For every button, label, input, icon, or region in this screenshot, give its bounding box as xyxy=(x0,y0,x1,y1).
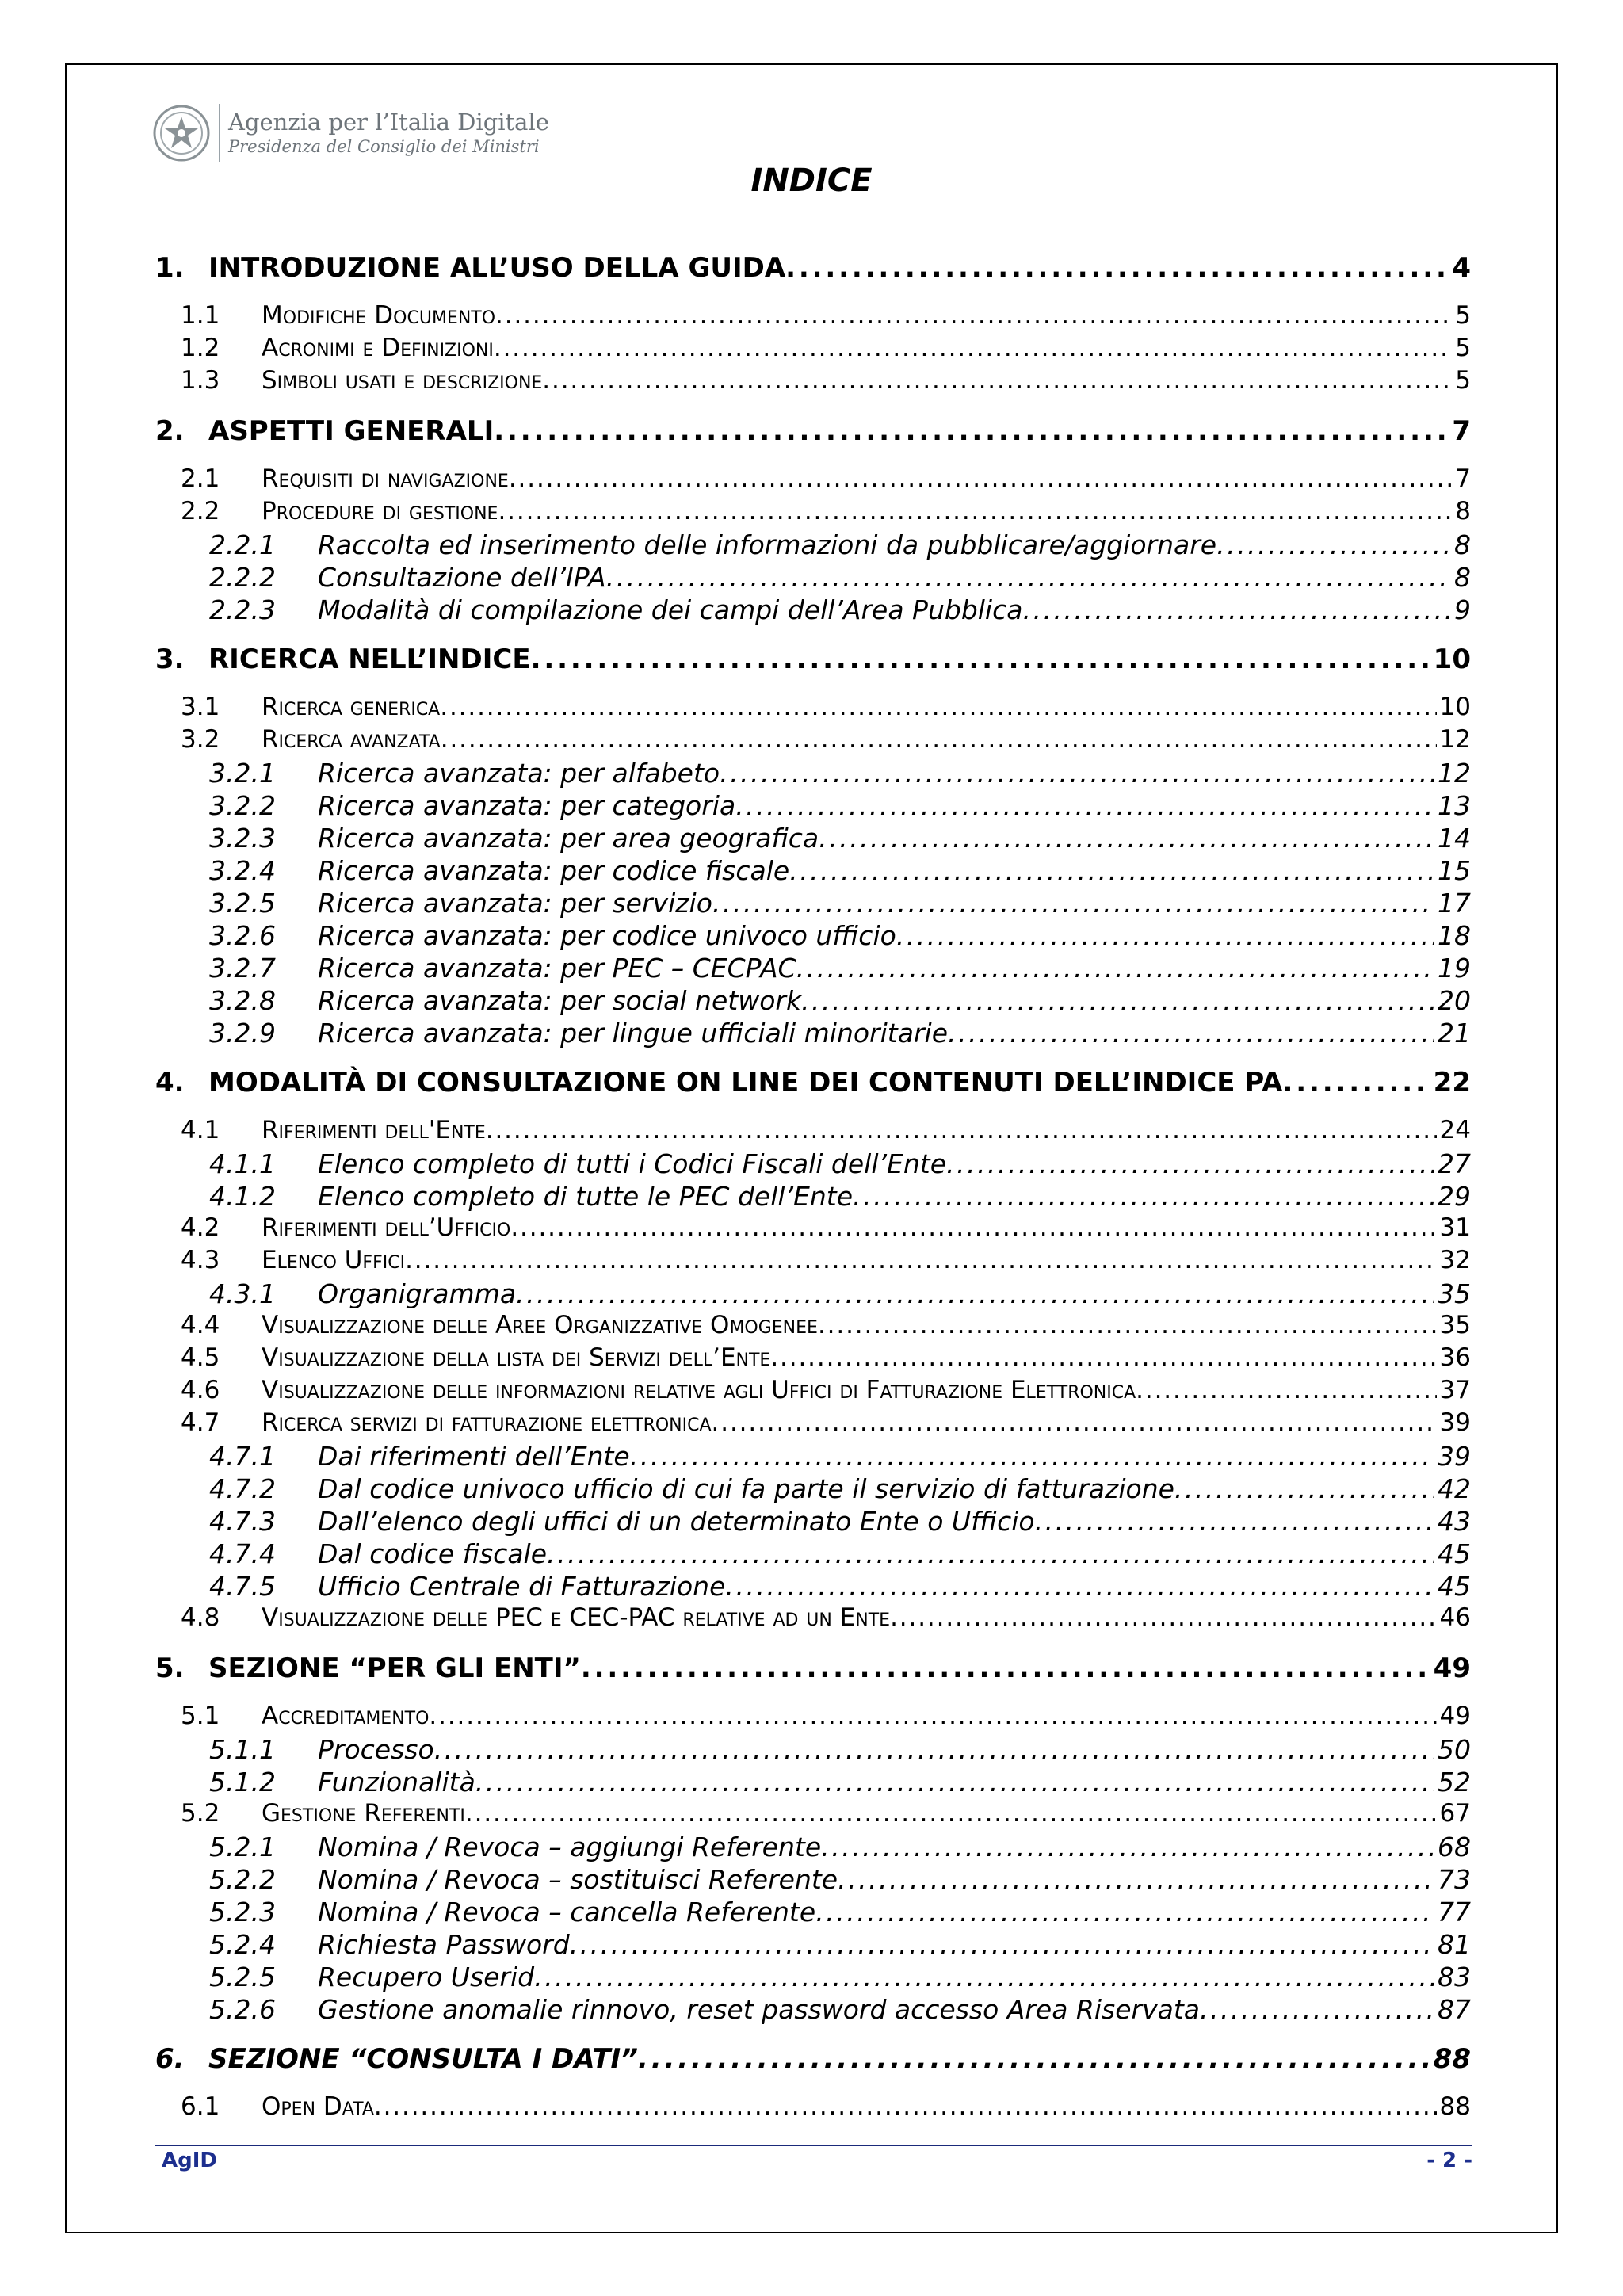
toc-entry-page: 68 xyxy=(1438,1832,1471,1862)
toc-entry-number: 4.7.3 xyxy=(209,1506,276,1537)
toc-leader-dots xyxy=(630,1441,1434,1472)
toc-entry-page: 15 xyxy=(1438,855,1471,886)
toc-entry-number: 3.2.1 xyxy=(209,758,276,789)
toc-leader-dots xyxy=(509,464,1452,493)
toc-entry-title: RICERCA NELL’INDICE xyxy=(208,644,531,675)
toc-entry-page: 21 xyxy=(1438,1018,1471,1049)
toc-entry-title: Nomina / Revoca – cancella Referente xyxy=(318,1897,816,1927)
toc-entry-number: 3.1 xyxy=(181,693,220,721)
toc-entry-title: Ricerca avanzata: per lingue ufficiali minoritarie xyxy=(318,1018,948,1049)
toc-entry-title: Elenco Uffici xyxy=(262,1246,406,1274)
toc-entry[interactable] xyxy=(155,1506,1471,1538)
toc-entry-page: 18 xyxy=(1438,920,1471,951)
toc-entry[interactable] xyxy=(155,252,1471,285)
toc-entry[interactable] xyxy=(155,758,1471,790)
toc-entry-number: 3.2.3 xyxy=(209,823,276,854)
toc-entry-number: 3.2.4 xyxy=(209,855,276,886)
toc-entry-title: Ricerca avanzata: per categoria xyxy=(318,790,736,821)
toc-entry-title: Modifiche Documento xyxy=(262,301,496,330)
toc-leader-dots xyxy=(819,823,1434,854)
toc-entry-page: 12 xyxy=(1439,725,1471,754)
toc-entry[interactable] xyxy=(155,725,1471,758)
toc-entry-page: 22 xyxy=(1433,1067,1471,1098)
toc-entry-number: 2. xyxy=(155,415,185,447)
toc-entry-page: 88 xyxy=(1433,2043,1471,2075)
toc-leader-dots xyxy=(374,2092,1437,2121)
toc-entry-number: 5.2.4 xyxy=(209,1929,276,1960)
toc-leader-dots xyxy=(712,1408,1437,1437)
toc-entry-number: 5.1.2 xyxy=(209,1767,276,1797)
toc-leader-dots xyxy=(1200,1994,1434,2025)
toc-entry-number: 3. xyxy=(155,644,185,675)
toc-entry[interactable] xyxy=(155,1994,1471,2027)
toc-entry-title: Gestione Referenti xyxy=(262,1799,465,1828)
toc-entry-number: 6.1 xyxy=(181,2092,220,2121)
toc-leader-dots xyxy=(606,562,1451,593)
toc-entry-title: Ricerca avanzata: per codice univoco ufficio xyxy=(318,920,896,951)
toc-entry-number: 5.2.1 xyxy=(209,1832,276,1862)
toc-entry[interactable] xyxy=(155,888,1471,920)
toc-entry-title: Ricerca generica xyxy=(262,693,441,721)
toc-entry-page: 8 xyxy=(1454,562,1471,593)
toc-entry-page: 83 xyxy=(1438,1962,1471,1992)
toc-entry-title: Ricerca avanzata xyxy=(262,725,441,754)
toc-entry-number: 2.2 xyxy=(181,497,220,525)
toc-entry[interactable] xyxy=(155,855,1471,888)
toc-entry[interactable] xyxy=(155,1767,1471,1799)
toc-entry-page: 14 xyxy=(1438,823,1471,854)
toc-entry-number: 4. xyxy=(155,1067,185,1098)
toc-entry-title: Dal codice univoco ufficio di cui fa parte il servizio di fatturazione xyxy=(318,1473,1174,1504)
toc-entry-page: 12 xyxy=(1438,758,1471,789)
toc-entry-title: Visualizzazione delle PEC e CEC-PAC relative ad un Ente xyxy=(262,1603,891,1632)
toc-entry-number: 2.2.2 xyxy=(209,562,276,593)
toc-entry-title: Ricerca avanzata: per codice fiscale xyxy=(318,855,790,886)
toc-entry-number: 3.2.5 xyxy=(209,888,276,919)
toc-entry-title: Ricerca avanzata: per area geografica xyxy=(318,823,819,854)
toc-entry-title: Consultazione dell’IPA xyxy=(318,562,606,593)
toc-entry[interactable] xyxy=(155,1311,1471,1343)
toc-entry-page: 50 xyxy=(1438,1734,1471,1765)
toc-leader-dots xyxy=(712,888,1434,919)
toc-leader-dots xyxy=(1216,529,1451,560)
toc-entry-number: 4.8 xyxy=(181,1603,220,1632)
toc-leader-dots xyxy=(494,415,1449,447)
toc-entry-page: 35 xyxy=(1439,1311,1471,1339)
toc-entry-page: 49 xyxy=(1439,1702,1471,1730)
toc-entry[interactable] xyxy=(155,1376,1471,1408)
toc-entry[interactable] xyxy=(155,1897,1471,1929)
toc-entry-page: 67 xyxy=(1439,1799,1471,1828)
toc-entry-title: Ricerca avanzata: per servizio xyxy=(318,888,712,919)
toc-entry-title: Raccolta ed inserimento delle informazioni da pubblicare/aggiornare xyxy=(318,529,1217,560)
toc-entry-page: 29 xyxy=(1438,1181,1471,1212)
toc-entry[interactable] xyxy=(155,334,1471,366)
toc-entry-page: 39 xyxy=(1438,1441,1471,1472)
toc-entry-number: 1. xyxy=(155,252,185,284)
toc-entry[interactable] xyxy=(155,1408,1471,1441)
toc-entry[interactable] xyxy=(155,497,1471,529)
toc-leader-dots xyxy=(440,693,1436,721)
toc-leader-dots xyxy=(1282,1067,1430,1098)
toc-entry-number: 4.2 xyxy=(181,1213,220,1242)
toc-entry[interactable] xyxy=(155,790,1471,823)
toc-entry-title: SEZIONE “PER GLI ENTI” xyxy=(208,1652,581,1684)
toc-entry-page: 5 xyxy=(1455,366,1471,395)
toc-entry-number: 2.2.1 xyxy=(209,529,276,560)
toc-entry[interactable] xyxy=(155,1473,1471,1506)
toc-entry-number: 3.2.7 xyxy=(209,953,276,984)
toc-entry[interactable] xyxy=(155,1018,1471,1050)
toc-leader-dots xyxy=(494,334,1452,362)
toc-entry-number: 4.4 xyxy=(181,1311,220,1339)
toc-entry-page: 77 xyxy=(1438,1897,1471,1927)
toc-leader-dots xyxy=(486,1116,1437,1144)
toc-leader-dots xyxy=(818,1311,1437,1339)
logo-divider xyxy=(219,104,220,162)
toc-entry[interactable] xyxy=(155,920,1471,953)
toc-leader-dots xyxy=(516,1278,1434,1309)
toc-leader-dots xyxy=(531,644,1430,675)
toc-entry-number: 5.2.5 xyxy=(209,1962,276,1992)
toc-entry[interactable] xyxy=(155,301,1471,334)
toc-leader-dots xyxy=(542,366,1452,395)
toc-entry-page: 46 xyxy=(1439,1603,1471,1632)
toc-entry[interactable] xyxy=(155,1148,1471,1181)
toc-entry[interactable] xyxy=(155,529,1471,562)
org-name: Agenzia per l’Italia Digitale xyxy=(228,109,549,136)
toc-entry[interactable] xyxy=(155,1278,1471,1311)
toc-leader-dots xyxy=(815,1897,1434,1927)
toc-entry-title: Simboli usati e descrizione xyxy=(262,366,543,395)
toc-entry-title: Organigramma xyxy=(318,1278,517,1309)
toc-entry-title: Visualizzazione della lista dei Servizi dell’Ente xyxy=(262,1343,771,1372)
toc-leader-dots xyxy=(720,758,1434,789)
toc-entry-title: Elenco completo di tutti i Codici Fiscali dell’Ente xyxy=(318,1148,946,1179)
toc-entry-title: Riferimenti dell’Ufficio xyxy=(262,1213,511,1242)
toc-entry[interactable] xyxy=(155,562,1471,594)
toc-entry[interactable] xyxy=(155,1538,1471,1571)
toc-entry-title: Accreditamento xyxy=(262,1702,430,1730)
toc-entry-number: 5.1.1 xyxy=(209,1734,276,1765)
toc-entry[interactable] xyxy=(155,1652,1471,1685)
toc-entry-page: 9 xyxy=(1454,594,1471,625)
toc-entry-title: Modalità di compilazione dei campi dell’Area Pubblica xyxy=(318,594,1023,625)
toc-entry[interactable] xyxy=(155,1571,1471,1603)
toc-entry-number: 5.2.3 xyxy=(209,1897,276,1927)
toc-entry-number: 1.1 xyxy=(181,301,220,330)
toc-entry-title: SEZIONE “CONSULTA I DATI” xyxy=(208,2043,638,2075)
toc-leader-dots xyxy=(1022,594,1451,625)
toc-entry-page: 43 xyxy=(1438,1506,1471,1537)
toc-entry-page: 10 xyxy=(1433,644,1471,675)
toc-entry-title: Riferimenti dell'Ente xyxy=(262,1116,486,1144)
toc-entry[interactable] xyxy=(155,1799,1471,1832)
toc-entry[interactable] xyxy=(155,693,1471,725)
toc-entry-title: Procedure di gestione xyxy=(262,497,498,525)
toc-entry-page: 27 xyxy=(1438,1148,1471,1179)
toc-entry-number: 2.2.3 xyxy=(209,594,276,625)
toc-entry[interactable] xyxy=(155,415,1471,448)
toc-entry-number: 4.7.4 xyxy=(209,1538,276,1569)
toc-entry-title: Nomina / Revoca – sostituisci Referente xyxy=(318,1864,838,1895)
toc-entry-number: 6. xyxy=(155,2043,185,2075)
toc-entry[interactable] xyxy=(155,1929,1471,1962)
toc-leader-dots xyxy=(801,985,1434,1016)
toc-entry-number: 5.2.2 xyxy=(209,1864,276,1895)
toc-leader-dots xyxy=(475,1767,1434,1797)
page-title: INDICE xyxy=(750,162,873,199)
toc-entry[interactable] xyxy=(155,1441,1471,1473)
toc-entry-number: 3.2.8 xyxy=(209,985,276,1016)
toc-entry-number: 4.7 xyxy=(181,1408,220,1437)
toc-entry-number: 3.2.9 xyxy=(209,1018,276,1049)
toc-leader-dots xyxy=(434,1734,1434,1765)
toc-entry[interactable] xyxy=(155,644,1471,676)
toc-entry-number: 5.1 xyxy=(181,1702,220,1730)
toc-entry-title: Open Data xyxy=(262,2092,374,2121)
toc-entry-page: 49 xyxy=(1433,1652,1471,1684)
toc-entry[interactable] xyxy=(155,953,1471,985)
table-of-contents xyxy=(155,252,1471,2125)
toc-entry-title: Funzionalità xyxy=(318,1767,475,1797)
toc-entry[interactable] xyxy=(155,985,1471,1018)
toc-entry-number: 4.1.2 xyxy=(209,1181,276,1212)
toc-leader-dots xyxy=(948,1018,1434,1049)
toc-entry[interactable] xyxy=(155,366,1471,399)
toc-leader-dots xyxy=(853,1181,1434,1212)
toc-leader-dots xyxy=(1136,1376,1436,1404)
toc-entry-number: 4.3 xyxy=(181,1246,220,1274)
toc-leader-dots xyxy=(890,1603,1436,1632)
toc-leader-dots xyxy=(570,1929,1434,1960)
toc-entry-title: Dai riferimenti dell’Ente xyxy=(318,1441,630,1472)
toc-entry-page: 4 xyxy=(1452,252,1471,284)
toc-leader-dots xyxy=(796,953,1434,984)
toc-entry-title: MODALITÀ DI CONSULTAZIONE ON LINE DEI CONTENUTI DELL’INDICE PA xyxy=(208,1067,1283,1098)
toc-entry[interactable] xyxy=(155,1246,1471,1278)
footer-divider xyxy=(155,2145,1472,2146)
toc-entry-title: Visualizzazione delle Aree Organizzative Omogenee xyxy=(262,1311,818,1339)
toc-leader-dots xyxy=(429,1702,1436,1730)
toc-entry[interactable] xyxy=(155,1116,1471,1148)
toc-entry-title: Gestione anomalie rinnovo, reset password accesso Area Riservata xyxy=(318,1994,1200,2025)
toc-entry-page: 5 xyxy=(1455,334,1471,362)
toc-leader-dots xyxy=(441,725,1437,754)
toc-entry-title: Recupero Userid xyxy=(318,1962,535,1992)
toc-entry[interactable] xyxy=(155,823,1471,855)
footer-page-number: - 2 - xyxy=(1426,2149,1472,2172)
toc-entry-number: 2.1 xyxy=(181,464,220,493)
toc-entry-title: Dal codice fiscale xyxy=(318,1538,548,1569)
toc-entry[interactable] xyxy=(155,1734,1471,1767)
toc-entry-title: Dall’elenco degli uffici di un determinato Ente o Ufficio xyxy=(318,1506,1035,1537)
toc-entry-page: 36 xyxy=(1439,1343,1471,1372)
toc-entry-page: 45 xyxy=(1438,1571,1471,1602)
toc-entry-number: 1.2 xyxy=(181,334,220,362)
toc-entry-page: 39 xyxy=(1439,1408,1471,1437)
toc-leader-dots xyxy=(510,1213,1436,1242)
toc-entry-title: Elenco completo di tutte le PEC dell’Ente xyxy=(318,1181,854,1212)
toc-entry-page: 87 xyxy=(1438,1994,1471,2025)
toc-entry[interactable] xyxy=(155,464,1471,497)
toc-entry-number: 4.7.5 xyxy=(209,1571,276,1602)
toc-entry-page: 88 xyxy=(1439,2092,1471,2121)
toc-entry[interactable] xyxy=(155,594,1471,627)
toc-leader-dots xyxy=(495,301,1452,330)
toc-entry-page: 13 xyxy=(1438,790,1471,821)
agid-logo xyxy=(152,101,549,165)
toc-entry-number: 4.7.2 xyxy=(209,1473,276,1504)
toc-entry-number: 4.7.1 xyxy=(209,1441,276,1472)
toc-entry-number: 4.6 xyxy=(181,1376,220,1404)
toc-entry-page: 81 xyxy=(1438,1929,1471,1960)
toc-entry-number: 4.3.1 xyxy=(209,1278,276,1309)
toc-entry[interactable] xyxy=(155,1702,1471,1734)
toc-entry-number: 5. xyxy=(155,1652,185,1684)
toc-entry-number: 4.1 xyxy=(181,1116,220,1144)
toc-entry-title: Ricerca avanzata: per PEC – CECPAC xyxy=(318,953,796,984)
toc-entry-title: Richiesta Password xyxy=(318,1929,570,1960)
toc-entry-page: 73 xyxy=(1438,1864,1471,1895)
toc-entry-title: Requisiti di navigazione xyxy=(262,464,509,493)
toc-leader-dots xyxy=(896,920,1434,951)
toc-leader-dots xyxy=(789,855,1434,886)
toc-entry-number: 5.2.6 xyxy=(209,1994,276,2025)
toc-entry-title: Processo xyxy=(318,1734,434,1765)
toc-entry-page: 10 xyxy=(1439,693,1471,721)
toc-entry[interactable] xyxy=(155,2092,1471,2125)
toc-entry-page: 8 xyxy=(1455,497,1471,525)
toc-entry[interactable] xyxy=(155,1832,1471,1864)
toc-entry-page: 17 xyxy=(1438,888,1471,919)
toc-leader-dots xyxy=(638,2043,1430,2075)
toc-entry[interactable] xyxy=(155,2043,1471,2076)
toc-entry-page: 20 xyxy=(1438,985,1471,1016)
toc-entry-page: 24 xyxy=(1439,1116,1471,1144)
footer-org: AgID xyxy=(162,2149,217,2172)
toc-entry-page: 37 xyxy=(1439,1376,1471,1404)
toc-entry-title: Ricerca avanzata: per social network xyxy=(318,985,802,1016)
toc-entry-title: Visualizzazione delle informazioni relative agli Uffici di Fatturazione Elettronica xyxy=(262,1376,1136,1404)
toc-entry-title: Ricerca servizi di fatturazione elettronica xyxy=(262,1408,712,1437)
toc-leader-dots xyxy=(534,1962,1434,1992)
toc-leader-dots xyxy=(465,1799,1437,1828)
toc-entry[interactable] xyxy=(155,1067,1471,1099)
toc-entry[interactable] xyxy=(155,1864,1471,1897)
toc-entry-title: ASPETTI GENERALI xyxy=(208,415,495,447)
toc-entry-page: 35 xyxy=(1438,1278,1471,1309)
toc-leader-dots xyxy=(498,497,1452,525)
toc-entry-title: INTRODUZIONE ALL’USO DELLA GUIDA xyxy=(208,252,786,284)
toc-entry[interactable] xyxy=(155,1213,1471,1246)
toc-entry-title: Nomina / Revoca – aggiungi Referente xyxy=(318,1832,822,1862)
toc-entry-page: 32 xyxy=(1439,1246,1471,1274)
toc-leader-dots xyxy=(1174,1473,1434,1504)
toc-leader-dots xyxy=(581,1652,1430,1684)
toc-leader-dots xyxy=(946,1148,1434,1179)
toc-entry-number: 3.2 xyxy=(181,725,220,754)
toc-entry-number: 3.2.6 xyxy=(209,920,276,951)
toc-entry[interactable] xyxy=(155,1181,1471,1213)
toc-leader-dots xyxy=(547,1538,1434,1569)
org-subtitle: Presidenza del Consiglio dei Ministri xyxy=(228,137,540,156)
toc-entry-number: 5.2 xyxy=(181,1799,220,1828)
toc-entry-number: 3.2.2 xyxy=(209,790,276,821)
toc-entry-number: 4.5 xyxy=(181,1343,220,1372)
toc-leader-dots xyxy=(838,1864,1434,1895)
toc-entry-page: 5 xyxy=(1455,301,1471,330)
toc-entry-title: Ricerca avanzata: per alfabeto xyxy=(318,758,720,789)
toc-entry[interactable] xyxy=(155,1343,1471,1376)
toc-entry[interactable] xyxy=(155,1603,1471,1636)
toc-leader-dots xyxy=(405,1246,1436,1274)
toc-entry-title: Acronimi e Definizioni xyxy=(262,334,494,362)
toc-leader-dots xyxy=(821,1832,1434,1862)
toc-entry-page: 7 xyxy=(1452,415,1471,447)
toc-entry-page: 45 xyxy=(1438,1538,1471,1569)
toc-leader-dots xyxy=(785,252,1449,284)
toc-entry-number: 1.3 xyxy=(181,366,220,395)
toc-entry-page: 19 xyxy=(1438,953,1471,984)
toc-leader-dots xyxy=(735,790,1434,821)
toc-entry-page: 42 xyxy=(1438,1473,1471,1504)
toc-entry-title: Ufficio Centrale di Fatturazione xyxy=(318,1571,726,1602)
toc-entry-number: 4.1.1 xyxy=(209,1148,276,1179)
toc-leader-dots xyxy=(725,1571,1434,1602)
toc-entry-page: 7 xyxy=(1455,464,1471,493)
logo-text xyxy=(228,109,549,158)
toc-leader-dots xyxy=(1035,1506,1434,1537)
toc-entry-page: 8 xyxy=(1454,529,1471,560)
toc-entry-page: 52 xyxy=(1438,1767,1471,1797)
toc-entry[interactable] xyxy=(155,1962,1471,1994)
italian-republic-emblem-icon xyxy=(152,104,211,162)
toc-entry-page: 31 xyxy=(1439,1213,1471,1242)
toc-leader-dots xyxy=(770,1343,1436,1372)
